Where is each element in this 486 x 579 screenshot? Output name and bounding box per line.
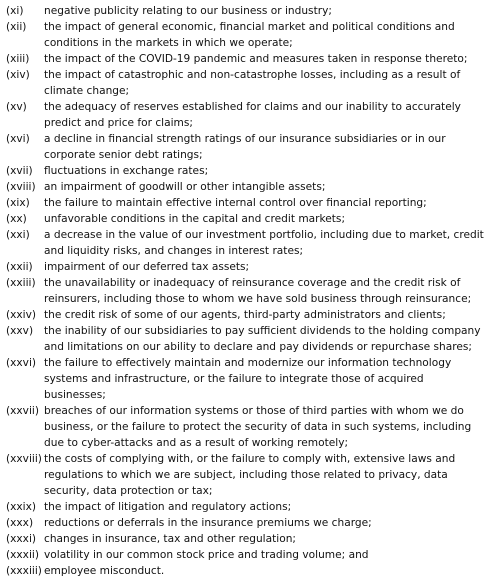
item-number: (xxxii)	[6, 549, 39, 561]
item-number: (xxvii)	[6, 405, 39, 417]
item-text: the inability of our subsidiaries to pay sufficient dividends to the holding company and limitations on our ability to declare and pay dividends or repurchase shares;	[44, 325, 481, 353]
list-item	[6, 3, 484, 19]
list-item	[6, 163, 484, 179]
item-number: (xix)	[6, 197, 30, 209]
item-text: the impact of general economic, financial market and political conditions and conditions in the markets in which we operate;	[44, 21, 455, 49]
item-number: (xxiii)	[6, 277, 36, 289]
list-item	[6, 323, 484, 355]
list-item	[6, 19, 484, 51]
list-item	[6, 259, 484, 275]
list-item	[6, 51, 484, 67]
list-item	[6, 99, 484, 131]
list-item	[6, 195, 484, 211]
item-text: a decrease in the value of our investment portfolio, including due to market, credit and liquidity risks, and changes in interest rates;	[44, 229, 484, 257]
item-number: (xvii)	[6, 165, 33, 177]
item-text: changes in insurance, tax and other regulation;	[44, 533, 296, 545]
item-number: (xxix)	[6, 501, 37, 513]
item-number: (xxx)	[6, 517, 34, 529]
item-number: (xx)	[6, 213, 27, 225]
item-number: (xi)	[6, 5, 24, 17]
item-text: the impact of the COVID-19 pandemic and measures taken in response thereto;	[44, 53, 468, 65]
list-item	[6, 227, 484, 259]
item-text: the adequacy of reserves established for claims and our inability to accurately predict and price for claims;	[44, 101, 461, 129]
item-text: the impact of catastrophic and non-catastrophe losses, including as a result of climate change;	[44, 69, 461, 97]
item-number: (xxxiii)	[6, 565, 42, 577]
item-number: (xvi)	[6, 133, 30, 145]
list-item	[6, 515, 484, 531]
item-text: the costs of complying with, or the failure to comply with, extensive laws and regulations to which we are subject, including those related to privacy, data security, data protection or tax;	[44, 453, 456, 497]
list-item	[6, 547, 484, 563]
item-number: (xiii)	[6, 53, 30, 65]
list-item	[6, 179, 484, 195]
item-text: unfavorable conditions in the capital and credit markets;	[44, 213, 346, 225]
list-item	[6, 499, 484, 515]
item-number: (xxii)	[6, 261, 33, 273]
item-number: (xxvi)	[6, 357, 37, 369]
item-number: (xxviii)	[6, 453, 42, 465]
list-item	[6, 211, 484, 227]
item-text: negative publicity relating to our business or industry;	[44, 5, 332, 17]
list-item	[6, 451, 484, 499]
item-text: volatility in our common stock price and trading volume; and	[44, 549, 369, 561]
list-item	[6, 275, 484, 307]
list-item	[6, 307, 484, 323]
item-number: (xxv)	[6, 325, 34, 337]
item-number: (xiv)	[6, 69, 30, 81]
item-text: the unavailability or inadequacy of reinsurance coverage and the credit risk of reinsurers, including those to whom we have sold business through reinsurance;	[44, 277, 472, 305]
item-text: an impairment of goodwill or other intangible assets;	[44, 181, 326, 193]
item-text: the credit risk of some of our agents, third-party administrators and clients;	[44, 309, 446, 321]
item-number: (xxxi)	[6, 533, 37, 545]
item-text: the impact of litigation and regulatory actions;	[44, 501, 292, 513]
list-item	[6, 531, 484, 547]
item-text: fluctuations in exchange rates;	[44, 165, 209, 177]
item-number: (xii)	[6, 21, 27, 33]
item-text: employee misconduct.	[44, 565, 165, 577]
list-item	[6, 131, 484, 163]
list-item	[6, 563, 484, 579]
item-number: (xviii)	[6, 181, 36, 193]
item-text: the failure to effectively maintain and modernize our information technology systems and infrastructure, or the failure to integrate those of acquired businesses;	[44, 357, 452, 401]
item-text: reductions or deferrals in the insurance premiums we charge;	[44, 517, 372, 529]
list-item	[6, 403, 484, 451]
risk-factors-list	[6, 3, 484, 579]
item-number: (xv)	[6, 101, 27, 113]
list-item	[6, 355, 484, 403]
item-text: a decline in financial strength ratings of our insurance subsidiaries or in our corporate senior debt ratings;	[44, 133, 446, 161]
item-text: breaches of our information systems or those of third parties with whom we do business, or the failure to protect the security of data in such systems, including due to cyber-attacks and as a result of working remotely;	[44, 405, 472, 449]
list-item	[6, 67, 484, 99]
item-text: the failure to maintain effective internal control over financial reporting;	[44, 197, 427, 209]
item-text: impairment of our deferred tax assets;	[44, 261, 250, 273]
item-number: (xxi)	[6, 229, 30, 241]
item-number: (xxiv)	[6, 309, 37, 321]
